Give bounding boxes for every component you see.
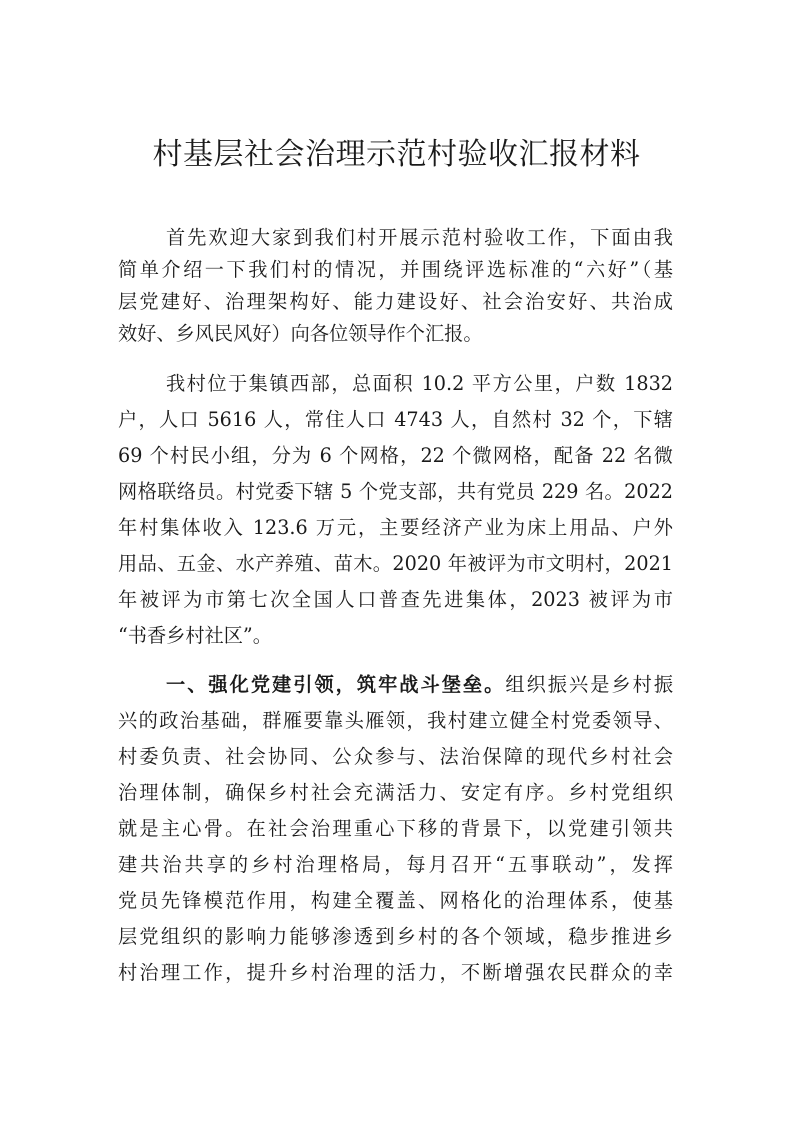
document-title: 村基层社会治理示范村验收汇报材料	[152, 137, 641, 172]
paragraph-1-line-2: 简单介绍一下我们村的情况，并围绕评选标准的“六好”（基	[118, 258, 673, 281]
paragraph-3-line-6: 建共治共享的乡村治理格局，每月召开“五事联动”，发挥	[118, 853, 673, 876]
paragraph-1-line-4: 效好、乡风民风好）向各位领导作个汇报。	[118, 322, 483, 345]
paragraph-2-line-5: 年村集体收入 123.6 万元，主要经济产业为床上用品、户外	[118, 516, 673, 539]
paragraph-2-line-2: 户，人口 5616 人，常住人口 4743 人，自然村 32 个，下辖	[118, 408, 673, 431]
paragraph-3-line-8: 层党组织的影响力能够渗透到乡村的各个领域，稳步推进乡	[118, 925, 673, 948]
paragraph-3-line-1	[166, 672, 673, 698]
paragraph-3-line-1-text: 组织振兴是乡村振	[505, 673, 674, 696]
paragraph-3-line-2: 兴的政治基础，群雁要靠头雁领，我村建立健全村党委领导、	[118, 709, 673, 732]
paragraph-2-line-7: 年被评为市第七次全国人口普查先进集体，2023 被评为市	[118, 588, 673, 611]
paragraph-2-line-1: 我村位于集镇西部，总面积 10.2 平方公里，户数 1832	[166, 372, 673, 395]
paragraph-2-line-4: 网格联络员。村党委下辖 5 个党支部，共有党员 229 名。2022	[118, 480, 673, 503]
paragraph-2-line-8: “书香乡村社区”。	[118, 624, 272, 647]
paragraph-3-line-9: 村治理工作，提升乡村治理的活力，不断增强农民群众的幸	[118, 961, 673, 984]
paragraph-3-line-5: 就是主心骨。在社会治理重心下移的背景下，以党建引领共	[118, 817, 673, 840]
paragraph-2-line-3: 69 个村民小组，分为 6 个网格，22 个微网格，配备 22 名微	[118, 444, 673, 467]
paragraph-2-line-6: 用品、五金、水产养殖、苗木。2020 年被评为市文明村，2021	[118, 552, 673, 575]
paragraph-3-line-3: 村委负责、社会协同、公众参与、法治保障的现代乡村社会	[118, 745, 673, 768]
paragraph-3-line-7: 党员先锋模范作用，构建全覆盖、网格化的治理体系，使基	[118, 889, 673, 912]
paragraph-3-line-4: 治理体制，确保乡村社会充满活力、安定有序。乡村党组织	[118, 781, 673, 804]
paragraph-1-line-1: 首先欢迎大家到我们村开展示范村验收工作，下面由我	[166, 226, 673, 249]
paragraph-1-line-3: 层党建好、治理架构好、能力建设好、社会治安好、共治成	[118, 290, 673, 313]
section-heading: 一、强化党建引领，筑牢战斗堡垒。	[166, 673, 506, 696]
